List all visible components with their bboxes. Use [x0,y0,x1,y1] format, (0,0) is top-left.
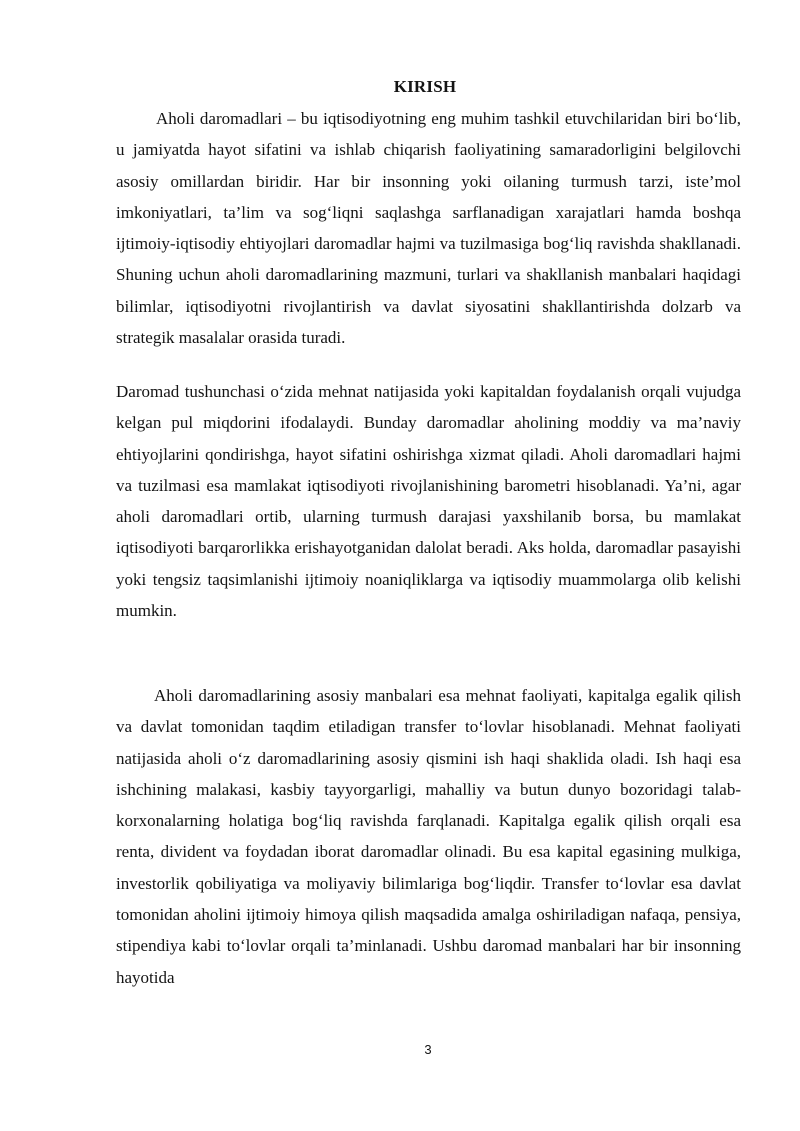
paragraph-3: Aholi daromadlarining asosiy manbalari esa mehnat faoliyati, kapitalga egalik qilish va davlat tomonidan taqdim etiladigan transfer to‘lovlar hisoblanadi. Mehnat faoliyati natijasida aholi o‘z daromadlarining asosiy qismini ish haqi shaklida oladi. Ish haqi esa ishchining malakasi, kasbiy tayyorgarligi, mahalliy va butun dunyo bozoridagi talab-korxonalarning holatiga bog‘liq ravishda farqlanadi. Kapitalga egalik qilish orqali esa renta, divident va foydadan iborat daromadlar olinadi. Bu esa kapital egasining mulkiga, investorlik qobiliyatiga va moliyaviy bilimlariga bog‘liqdir. Transfer to‘lovlar esa davlat tomonidan aholini ijtimoiy himoya qilish maqsadida amalga oshiriladigan nafaqa, pensiya, stipendiya kabi to‘lovlar orqali ta’minlanadi. Ushbu daromad manbalari har bir insonning hayotida [116,686,741,987]
paragraph-2: Daromad tushunchasi o‘zida mehnat natijasida yoki kapitaldan foydalanish orqali vujudga kelgan pul miqdorini ifodalaydi. Bunday daromadlar aholining moddiy va ma’naviy ehtiyojlarini qondirishga, hayot sifatini oshirishga xizmat qiladi. Aholi daromadlari hajmi va tuzilmasi esa mamlakat iqtisodiyoti rivojlanishining barometri hisoblanadi. Ya’ni, agar aholi daromadlari ortib, ularning turmush darajasi yaxshilanib borsa, bu mamlakat iqtisodiyoti barqarorlikka erishayotganidan dalolat beradi. Aks holda, daromadlar pasayishi yoki tengsiz taqsimlanishi ijtimoiy noaniqliklarga va iqtisodiy muammolarga olib kelishi mumkin. [116,382,741,621]
paragraph-1: Aholi daromadlari – bu iqtisodiyotning eng muhim tashkil etuvchilaridan biri bo‘lib, u jamiyatda hayot sifatini va ishlab chiqarish faoliyatining samaradorligini belgilovchi asosiy omillardan biridir. Har bir insonning yoki oilaning turmush tarzi, iste’mol imkoniyatlari, ta’lim va sog‘liqni saqlashga sarflanadigan xarajatlari hamda boshqa ijtimoiy-iqtisodiy ehtiyojlari daromadlar hajmi va tuzilmasiga bog‘liq ravishda shakllanadi. Shuning uchun aholi daromadlarining mazmuni, turlari va shakllanish manbalari haqidagi bilimlar, iqtisodiyotni rivojlantirish va davlat siyosatini shakllantirishda dolzarb va strategik masalalar orasida turadi. [116,109,741,348]
page-number: 3 [424,1042,432,1057]
section-title: KIRISH [393,77,457,96]
